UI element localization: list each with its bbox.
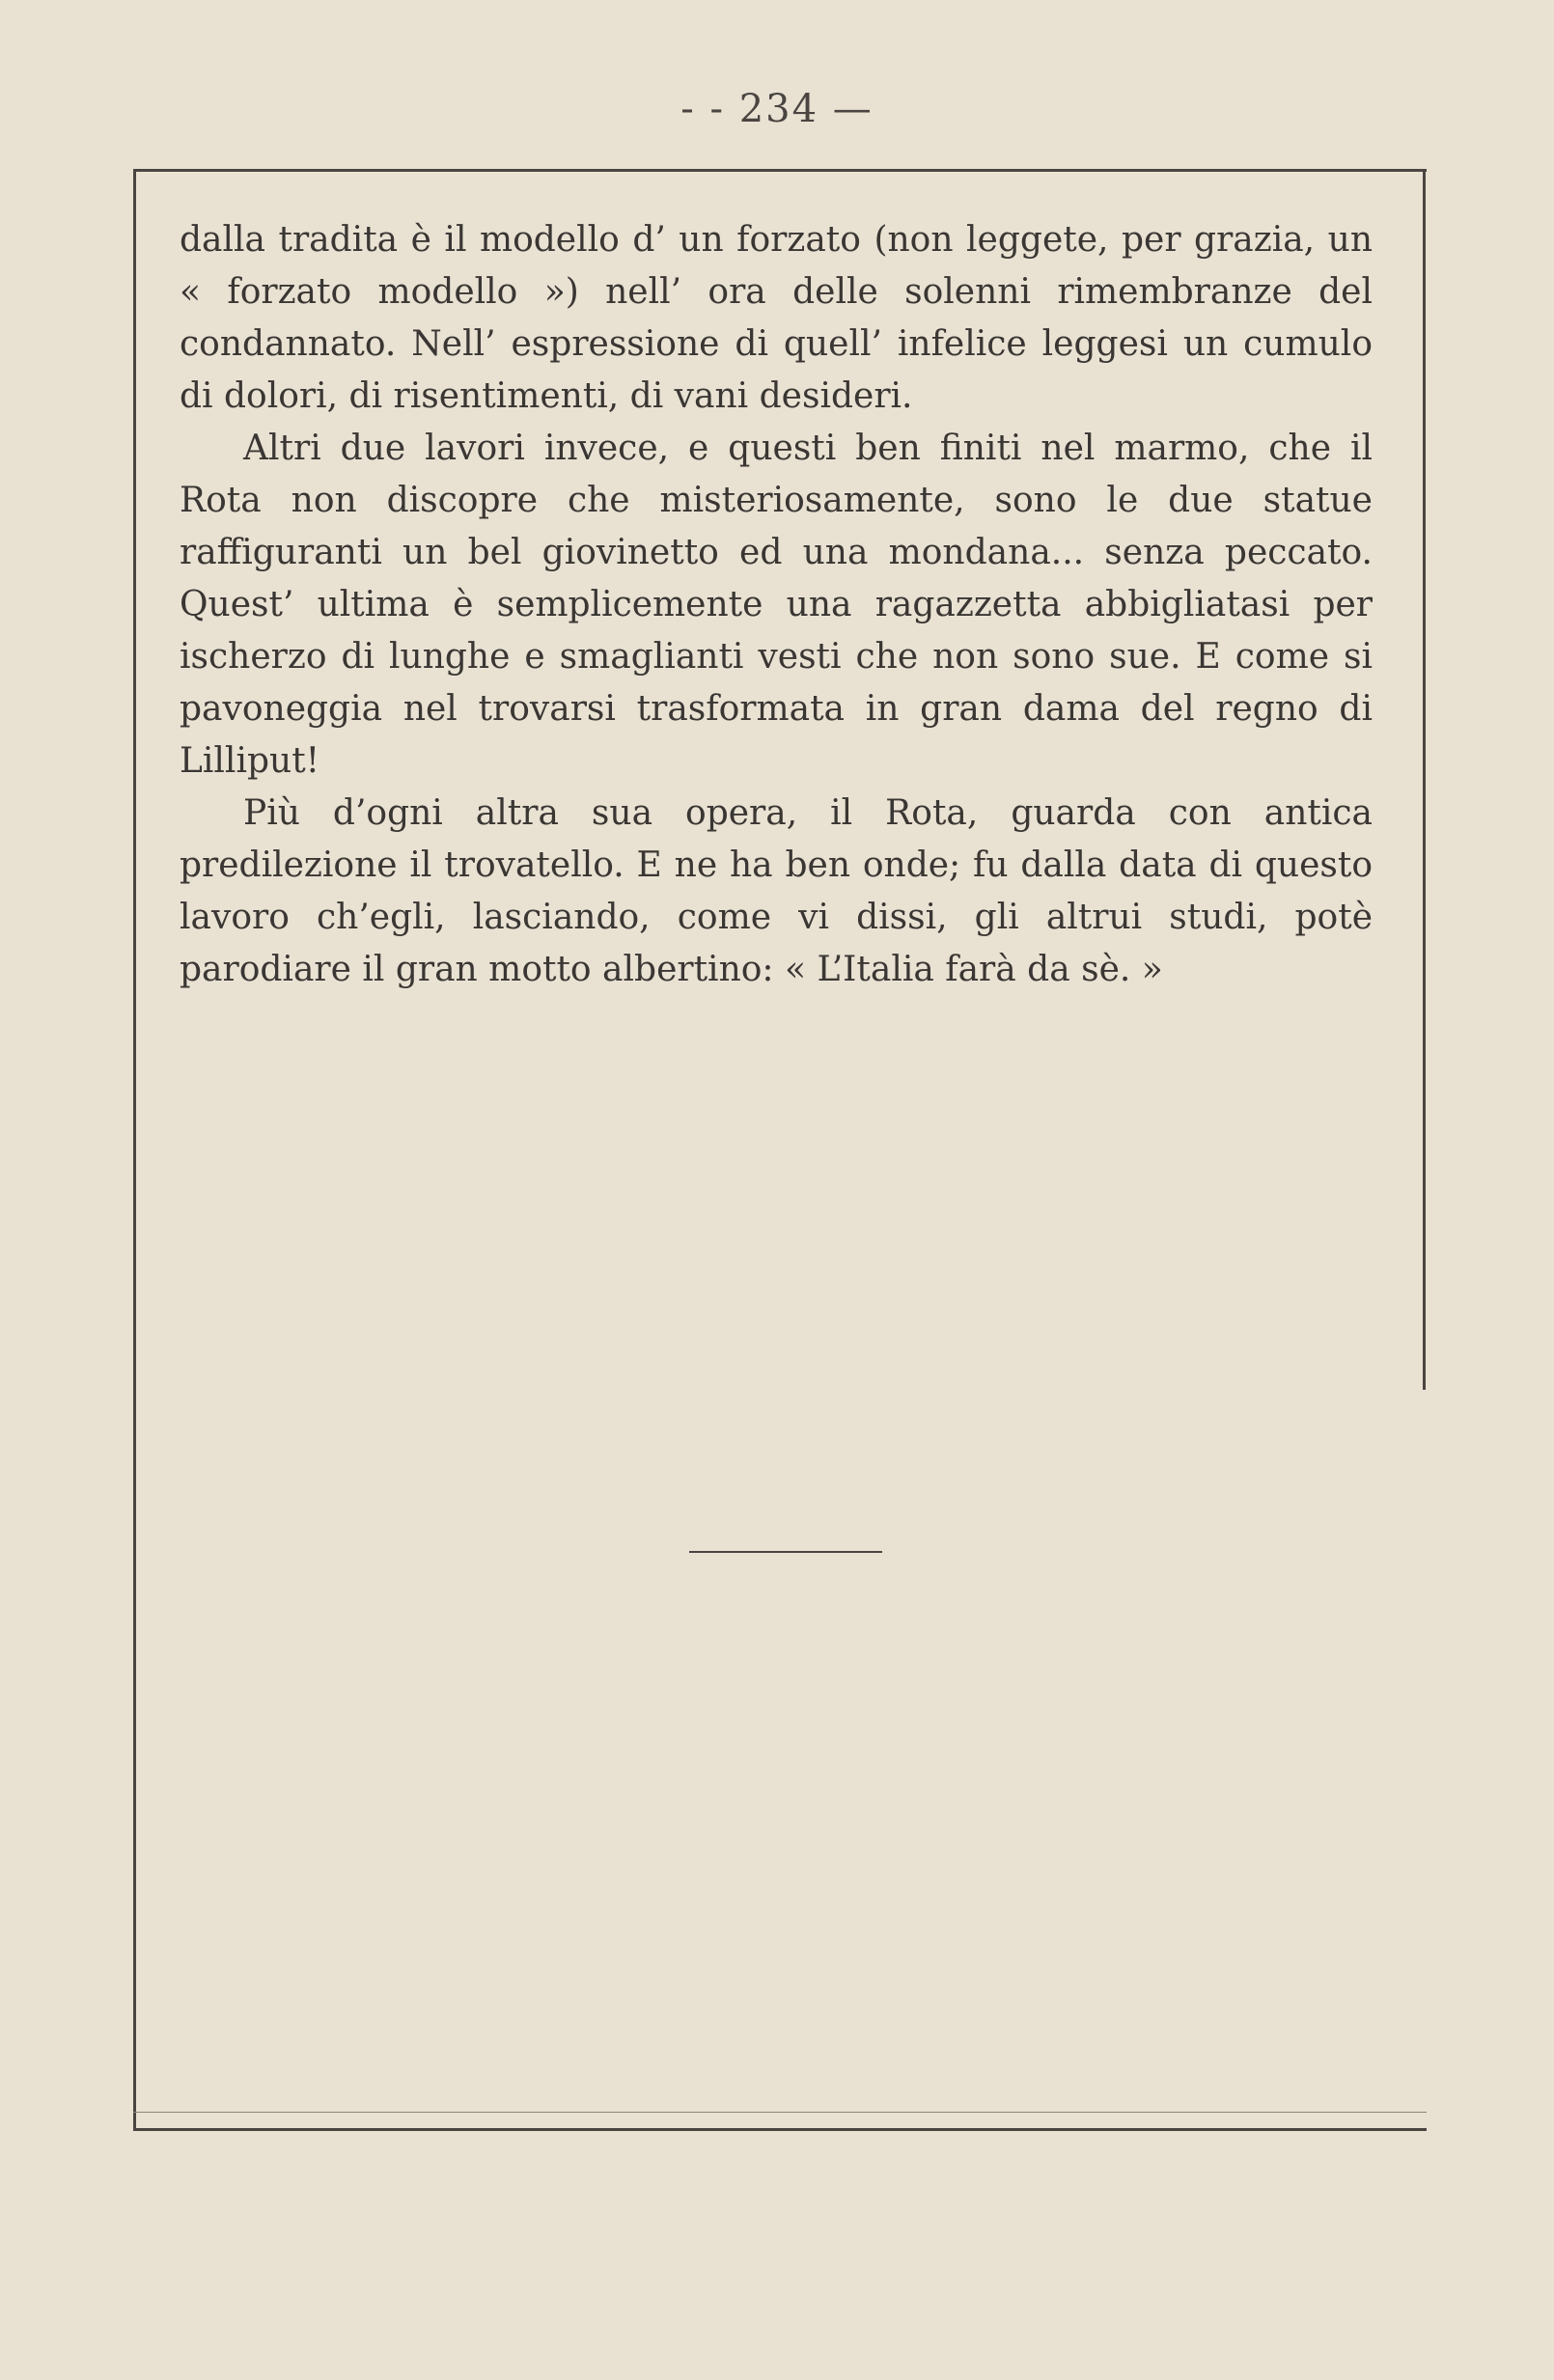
frame-top-border xyxy=(133,169,1427,172)
section-divider-rule xyxy=(689,1551,882,1553)
paragraph-2: Altri due lavori invece, e questi ben finiti nel marmo, che il Rota non discopre che misteriosamente, sono le due statue raffiguranti un bel giovinetto ed una mondana... senza peccato. Quest’ ultima è semplicemente una ragazzetta abbigliatasi per ischerzo di lunghe e smaglianti vesti che non sono sue. E come si pavoneggia nel trovarsi trasformata in gran dama del regno di Lilliput! xyxy=(180,429,1373,781)
frame-bottom-border xyxy=(133,2128,1427,2131)
frame-right-border xyxy=(1423,169,1426,1390)
body-text xyxy=(180,214,1373,996)
paragraph-3: Più d’ogni altra sua opera, il Rota, guarda con antica predilezione il trovatello. E ne ha ben onde; fu dalla data di questo lavoro ch’egli, lasciando, come vi dissi, gli altrui studi, potè parodiare il gran motto albertino: « L’Italia farà da sè. » xyxy=(180,793,1373,989)
page-number: - - 234 — xyxy=(680,87,874,131)
paragraph-1: dalla tradita è il modello d’ un forzato (non leggete, per grazia, un « forzato modello ») nell’ ora delle solenni rimembranze del condannato. Nell’ espressione di quell’ infelice leggesi un cumulo di dolori, di risentimenti, di vani desideri. xyxy=(180,220,1373,416)
frame-left-border xyxy=(133,169,136,2131)
frame-bottom-inner-border xyxy=(133,2112,1427,2113)
